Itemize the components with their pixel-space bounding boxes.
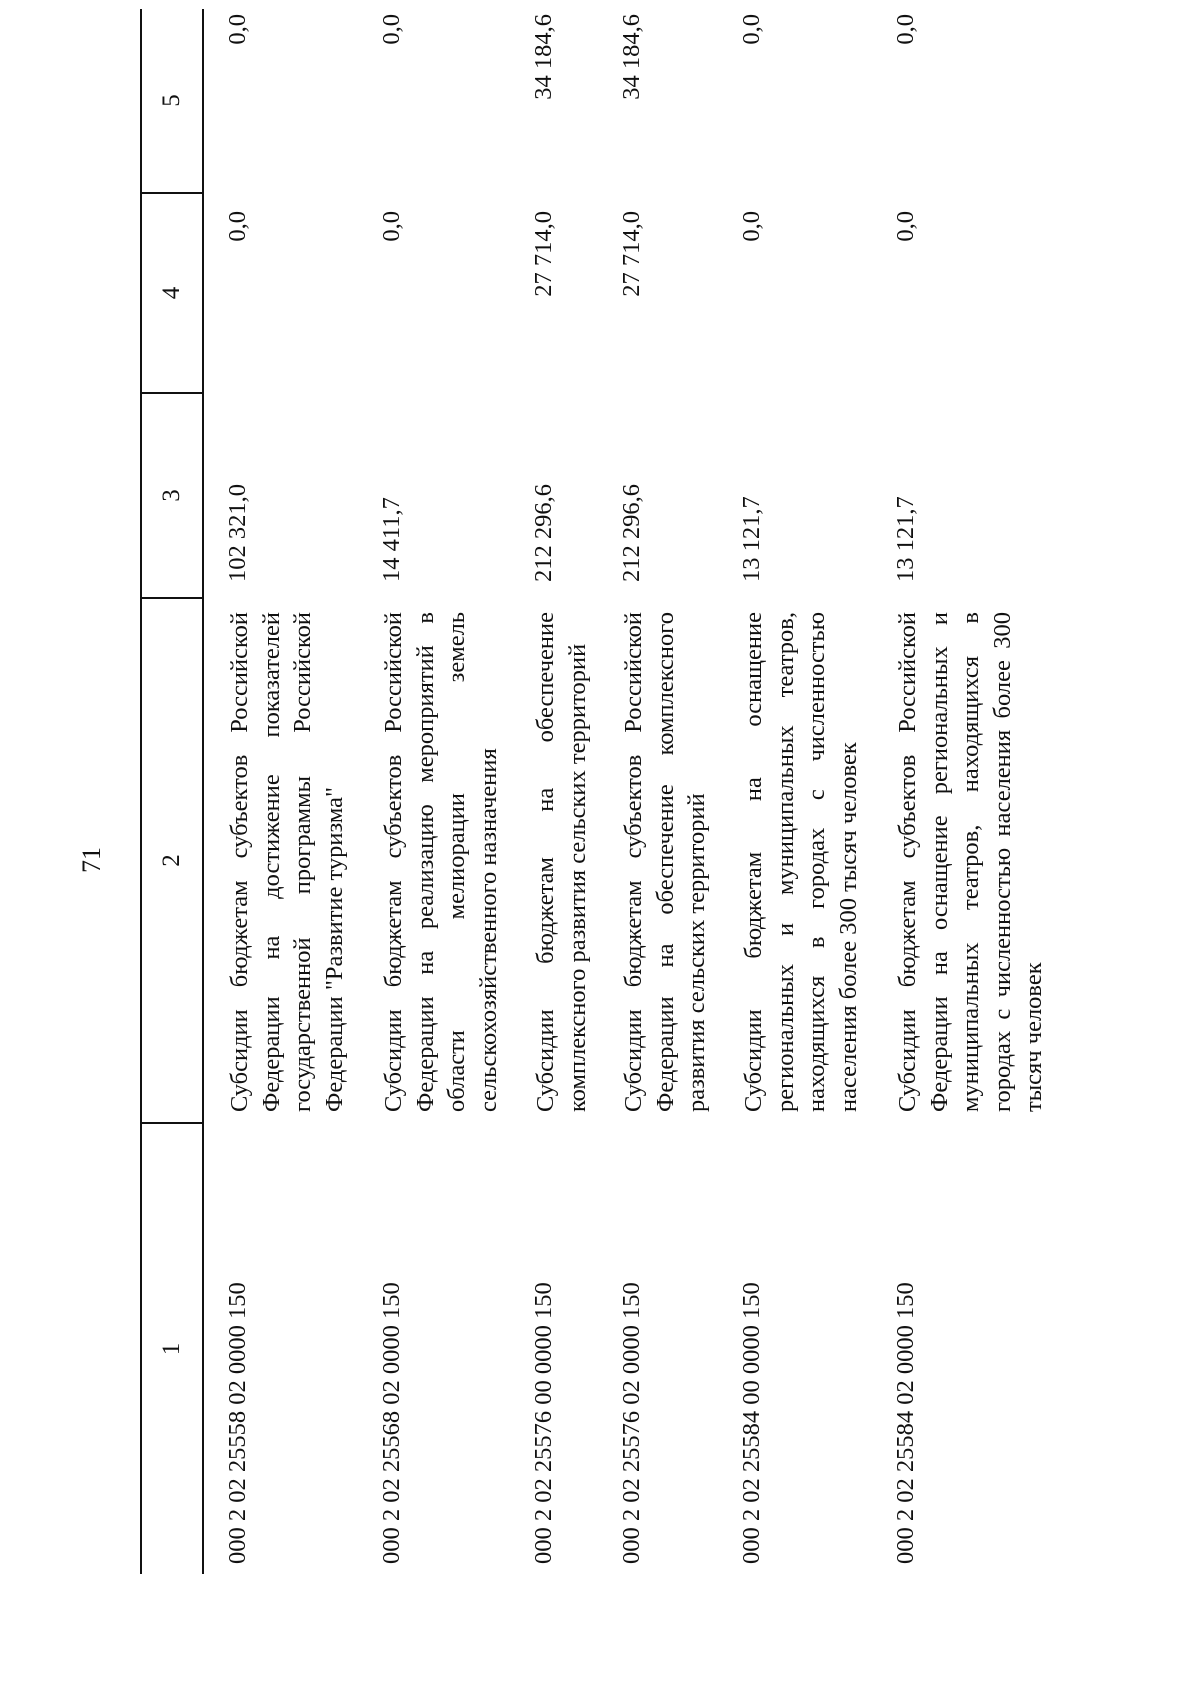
- table-row-4-description: Субсидии бюджетам субъектов Российской Федерации на обеспечение комплексного развития сельских территорий: [620, 612, 710, 1112]
- table-row-5-col3: 13 121,7: [738, 496, 765, 582]
- table-row-3-description: Субсидии бюджетам на обеспечение комплексного развития сельских территорий: [532, 612, 591, 1112]
- table-row-5-col4: 0,0: [738, 211, 765, 242]
- table-row-6-description: Субсидии бюджетам субъектов Российской Федерации на оснащение региональных и муниципальных театров, находящихся в городах с численностью населения более 300 тысяч человек: [894, 612, 1047, 1112]
- table-row-4-col5: 34 184,6: [618, 14, 645, 100]
- table-row-6-col5: 0,0: [892, 14, 919, 45]
- budget-table: [140, 4, 1200, 1584]
- table-row-4-code: 000 2 02 25576 02 0000 150: [618, 1282, 645, 1564]
- table-row-5-code: 000 2 02 25584 00 0000 150: [738, 1282, 765, 1564]
- table-row-1-code: 000 2 02 25558 02 0000 150: [224, 1282, 251, 1564]
- column-header-3: 3: [158, 489, 185, 502]
- table-row-6-col3: 13 121,7: [892, 496, 919, 582]
- page-number: 71: [77, 847, 106, 873]
- table-row-3-col4: 27 714,0: [530, 211, 557, 297]
- table-row-3-col3: 212 296,6: [530, 484, 557, 582]
- column-header-2: 2: [158, 854, 185, 867]
- table-row-2-code: 000 2 02 25568 02 0000 150: [378, 1282, 405, 1564]
- column-header-5: 5: [158, 94, 185, 107]
- table-row-1-description: Субсидии бюджетам субъектов Российской Федерации на достижение показателей государственной программы Российской Федерации "Развитие туризма": [226, 612, 348, 1112]
- table-row-2-col3: 14 411,7: [378, 497, 405, 582]
- table-row-6-code: 000 2 02 25584 02 0000 150: [892, 1282, 919, 1564]
- table-row-3-code: 000 2 02 25576 00 0000 150: [530, 1282, 557, 1564]
- table-header-border: [202, 9, 204, 1574]
- table-row-2-col4: 0,0: [378, 211, 405, 242]
- column-header-4: 4: [158, 286, 185, 300]
- table-row-1-col4: 0,0: [224, 211, 251, 242]
- table-row-2-description: Субсидии бюджетам субъектов Российской Федерации на реализацию мероприятий в области мелиорации земель сельскохозяйственного назначения: [380, 612, 502, 1112]
- table-row-1-col3: 102 321,0: [224, 484, 251, 582]
- table-row-5-description: Субсидии бюджетам на оснащение региональных и муниципальных театров, находящихся в городах с численностью населения более 300 тысяч человек: [740, 612, 862, 1112]
- table-row-6-col4: 0,0: [892, 211, 919, 242]
- table-row-4-col4: 27 714,0: [618, 211, 645, 297]
- table-row-3-col5: 34 184,6: [530, 14, 557, 100]
- table-row-5-col5: 0,0: [738, 14, 765, 45]
- table-row-2-col5: 0,0: [378, 14, 405, 45]
- table-row-4-col3: 212 296,6: [618, 484, 645, 582]
- column-header-1: 1: [158, 1342, 185, 1356]
- table-row-1-col5: 0,0: [224, 14, 251, 45]
